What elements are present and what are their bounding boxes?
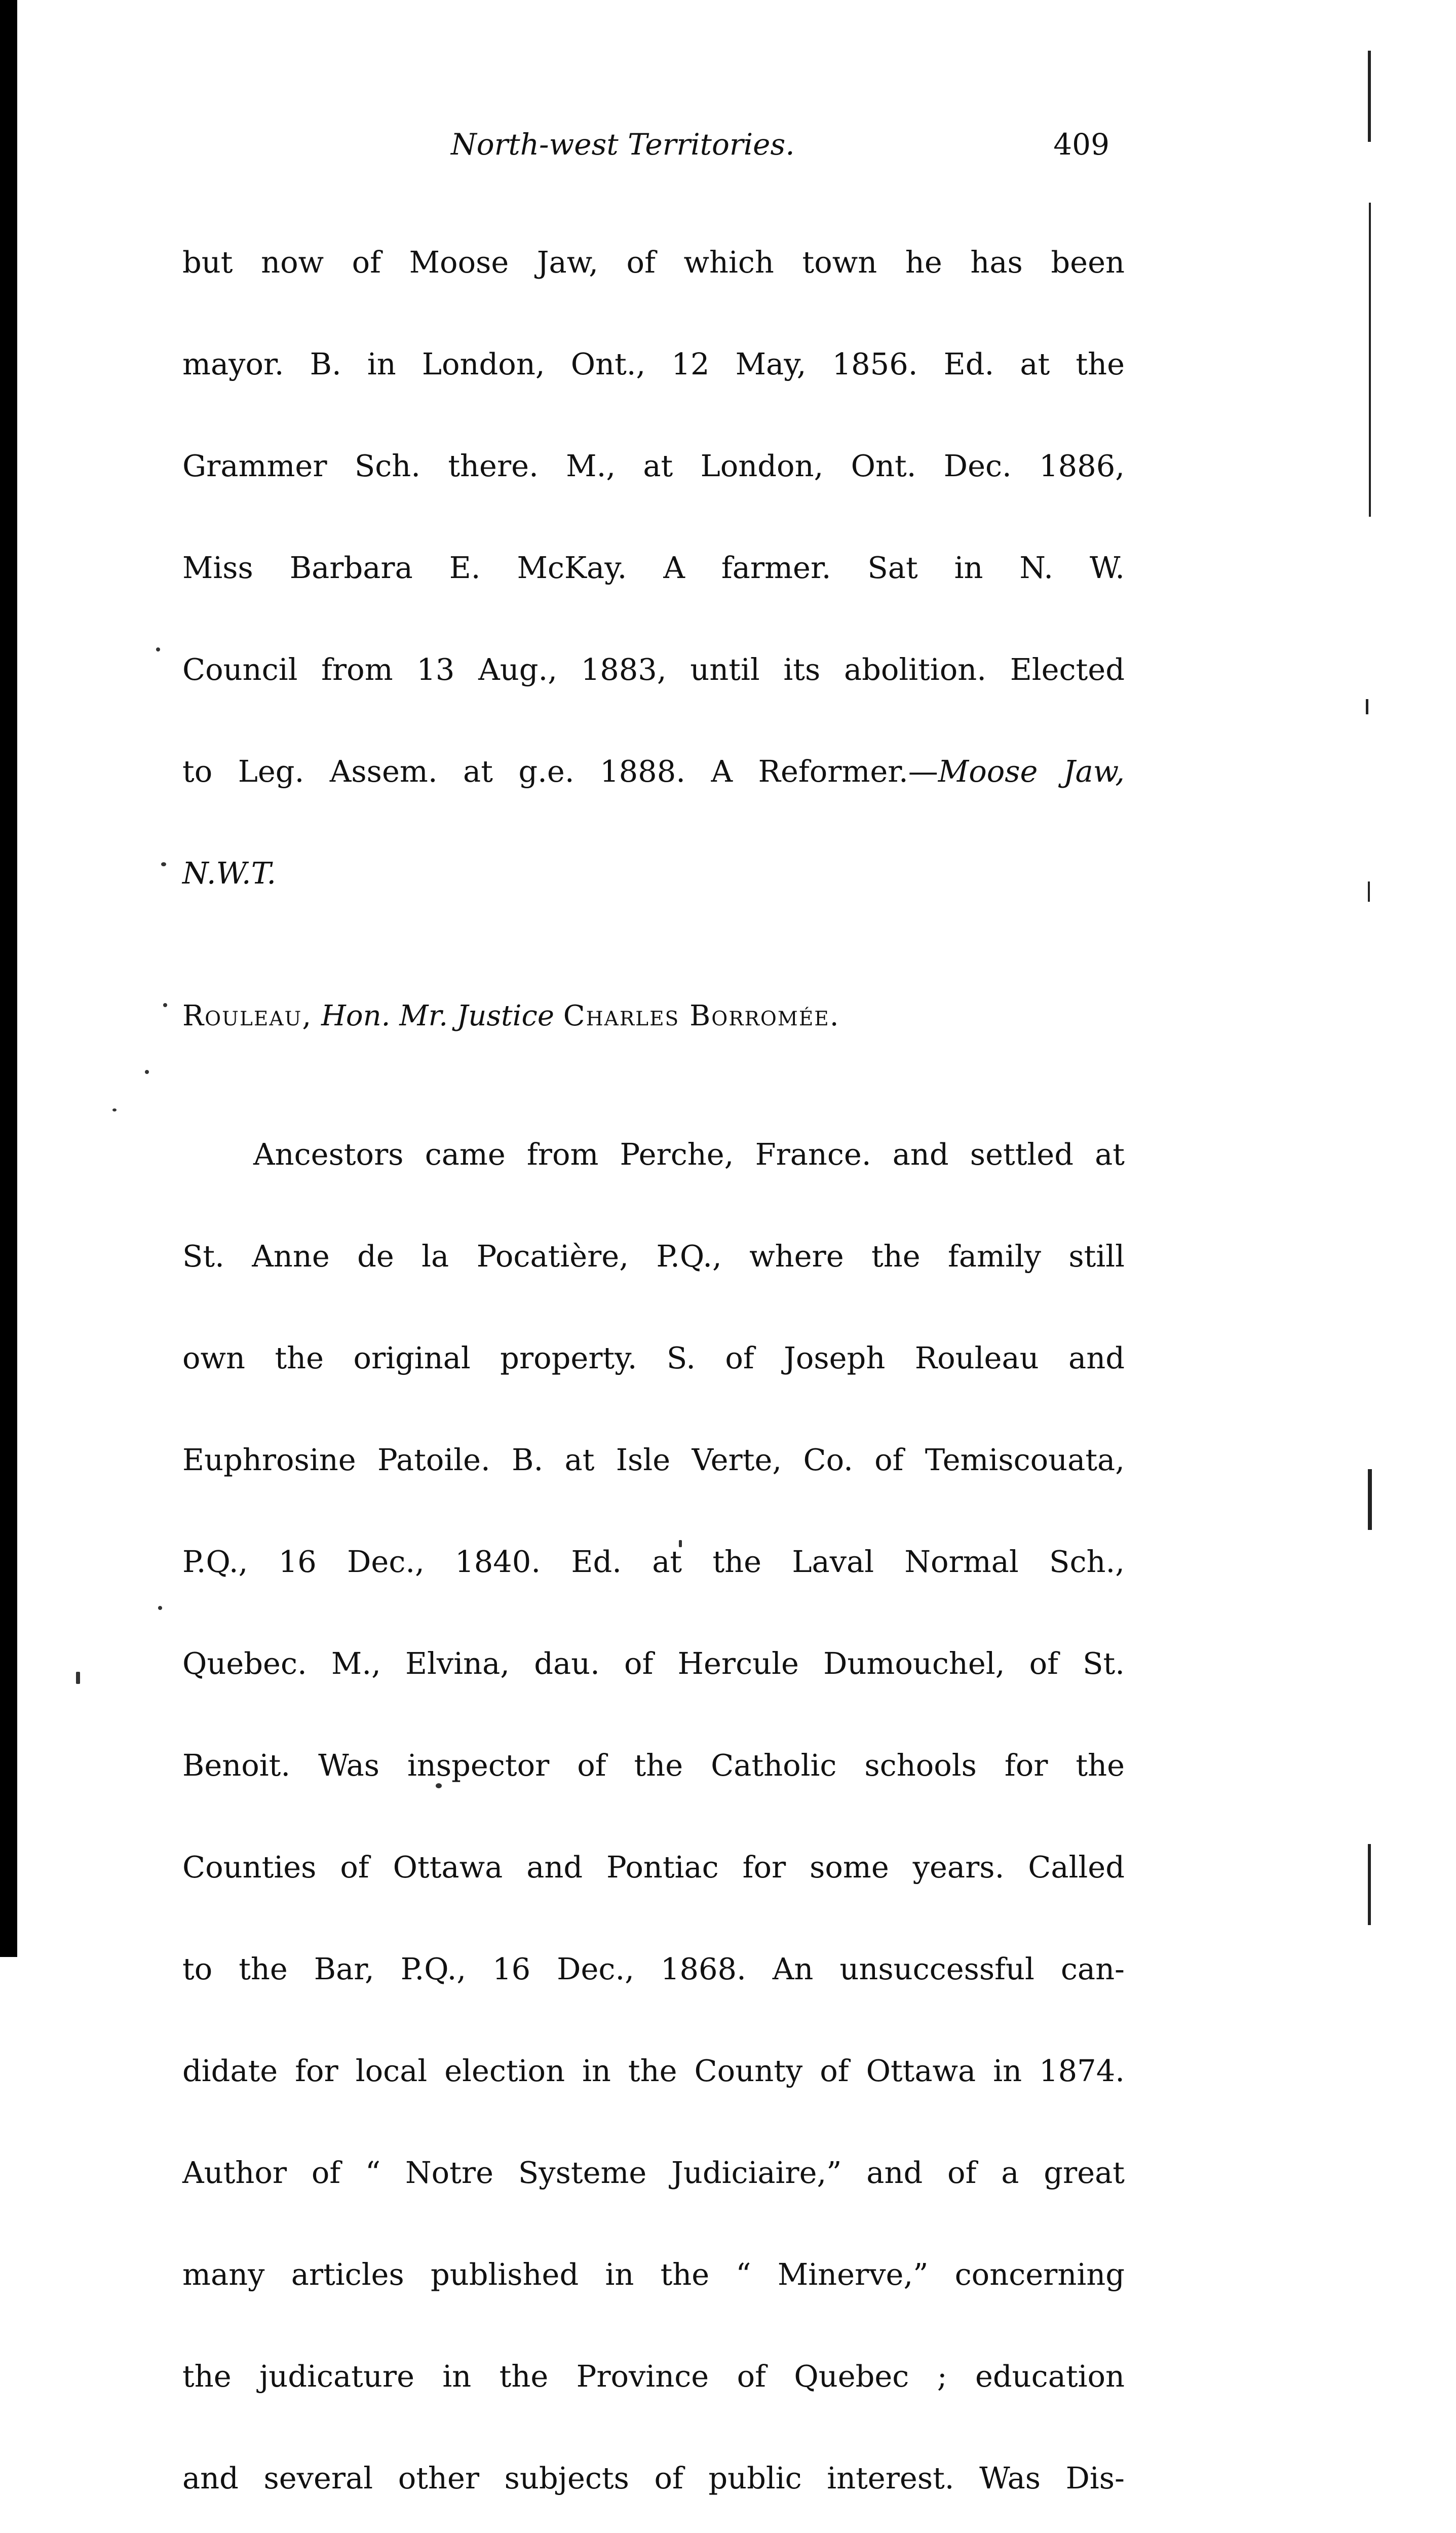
- text-line: Benoit. Was inspector of the Catholic schools for the: [182, 1748, 1125, 1783]
- text-line: Author of “ Notre Systeme Judiciaire,” and of a great: [182, 2155, 1125, 2190]
- text-line: Euphrosine Patoile. B. at Isle Verte, Co. of Temiscouata,: [182, 1442, 1125, 1477]
- place-name: N.W.T.: [182, 856, 277, 891]
- text-segment: to Leg. Assem. at g.e. 1888. A Reformer.—: [182, 754, 938, 789]
- text-line: and several other subjects of public interest. Was Dis-: [182, 2461, 1125, 2496]
- scan-edge-left: [0, 0, 17, 1957]
- text-line: own the original property. S. of Joseph Rouleau and: [182, 1340, 1125, 1375]
- rouleau-paragraph: [182, 1069, 1125, 2533]
- text-line: many articles published in the “ Minerve,” concerning: [182, 2257, 1125, 2292]
- text-line: Quebec. M., Elvina, dau. of Hercule Dumouchel, of St.: [182, 1646, 1125, 1681]
- text-line: to the Bar, P.Q., 16 Dec., 1868. An unsuccessful can-: [182, 1951, 1125, 1986]
- text-line: Counties of Ottawa and Pontiac for some years. Called: [182, 1850, 1125, 1885]
- text-line: Miss Barbara E. McKay. A farmer. Sat in N. W.: [182, 550, 1125, 585]
- text-line: St. Anne de la Pocatière, P.Q., where the family still: [182, 1239, 1125, 1274]
- text-line: P.Q., 16 Dec., 1840. Ed. at the Laval Normal Sch.,: [182, 1544, 1125, 1579]
- text-line: but now of Moose Jaw, of which town he has been: [182, 245, 1125, 280]
- text-line: the judicature in the Province of Quebec ; education: [182, 2359, 1125, 2394]
- text-line: Council from 13 Aug., 1883, until its abolition. Elected: [182, 652, 1125, 687]
- continuation-paragraph: [182, 177, 1125, 958]
- entry-title: Hon. Mr. Justice: [321, 1000, 554, 1032]
- book-page: [182, 122, 1125, 2533]
- text-line: Grammer Sch. there. M., at London, Ont. Dec. 1886,: [182, 448, 1125, 483]
- text-line: didate for local election in the County of Ottawa in 1874.: [182, 2053, 1125, 2088]
- entry-surname: Rouleau,: [182, 1000, 313, 1032]
- text-line: [182, 754, 1125, 788]
- page-number: 409: [1053, 127, 1109, 162]
- scan-edge-right: [1368, 51, 1373, 1955]
- page-header: [182, 122, 1125, 177]
- entry-given-names: Charles Borromée.: [563, 1000, 840, 1032]
- text-line: Ancestors came from Perche, France. and settled at: [253, 1137, 1125, 1172]
- entry-heading-rouleau: [182, 999, 1125, 1034]
- place-name: Moose Jaw,: [938, 754, 1125, 789]
- running-title: North-west Territories.: [451, 127, 795, 162]
- text-line: mayor. B. in London, Ont., 12 May, 1856. Ed. at the: [182, 347, 1125, 381]
